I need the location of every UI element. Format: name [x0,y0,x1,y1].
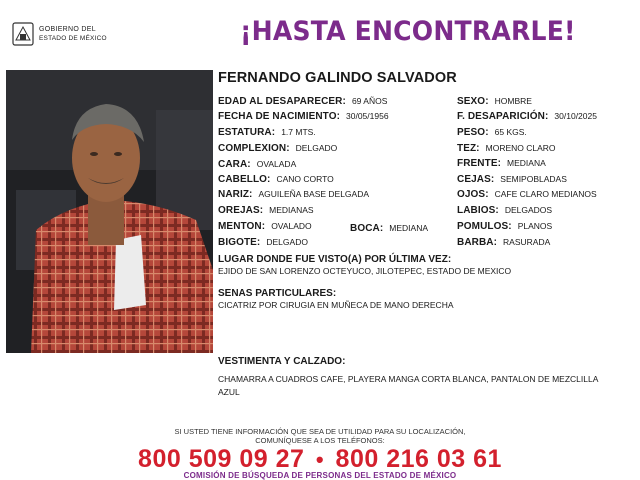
field-barba [457,237,550,248]
person-photo-illustration [6,70,213,353]
field-value: 65 KGS. [494,127,527,137]
field-label: CEJAS: [457,174,495,185]
field-label: EDAD AL DESAPARECER: [218,96,346,107]
field-peso [457,127,527,138]
particular-signs-title: SENAS PARTICULARES: [218,288,337,299]
field-value: 1.7 MTS. [281,127,316,137]
phone-number-2[interactable]: 800 216 03 61 [335,445,502,473]
field-label: OREJAS: [218,205,264,216]
contact-note-line1: SI USTED TIENE INFORMACIÓN QUE SEA DE UTILIDAD PARA SU LOCALIZACIÓN, [174,427,466,436]
field-labios [457,205,552,216]
field-value: PLANOS [517,221,553,231]
field-label: MENTON: [218,221,266,232]
missing-person-photo [6,70,213,353]
field-estatura [218,127,316,138]
field-complexion [218,143,337,154]
field-value: MEDIANA [389,223,429,233]
field-label: LABIOS: [457,205,499,216]
logo-text-line2: ESTADO DE MÉXICO [39,35,107,42]
field-nariz [218,189,369,200]
commission-footer: COMISIÓN DE BÚSQUEDA DE PERSONAS DEL ESTADO DE MÉXICO [183,471,457,480]
government-logo [12,22,122,46]
field-value: DELGADOS [504,205,553,215]
field-label: BARBA: [457,237,498,248]
field-label: TEZ: [457,143,480,154]
field-value: MEDIANA [507,158,546,168]
field-cara [218,159,296,170]
field-edad [218,96,387,107]
last-seen-text: EJIDO DE SAN LORENZO OCTEYUCO, JILOTEPEC, ESTADO DE MEXICO [218,266,512,276]
field-label: FRENTE: [457,158,502,169]
phone-number-1[interactable]: 800 509 09 27 [138,445,305,473]
field-value: CAFE CLARO MEDIANOS [494,189,597,199]
field-label: BIGOTE: [218,237,261,248]
field-value: MORENO CLARO [485,143,556,153]
phone-separator: • [315,447,325,472]
phone-numbers [0,445,640,474]
field-value: MEDIANAS [269,205,314,215]
field-cabello [218,174,334,185]
logo-text-line1: GOBIERNO DEL [39,26,96,33]
field-bigote [218,237,308,248]
field-sexo [457,96,532,107]
field-label: F. DESAPARICIÓN: [457,111,549,122]
field-value: 69 AÑOS [351,96,388,106]
particular-signs-text: CICATRIZ POR CIRUGIA EN MUÑECA DE MANO DERECHA [218,300,454,310]
field-label: CABELLO: [218,174,271,185]
field-tez [457,143,556,154]
last-seen-title: LUGAR DONDE FUE VISTO(A) POR ÚLTIMA VEZ: [218,254,452,265]
field-value: CANO CORTO [276,174,334,184]
headline: ¡HASTA ENCONTRARLE! [240,16,576,47]
field-label: PESO: [457,127,489,138]
field-pomulos [457,221,552,232]
field-label: OJOS: [457,189,489,200]
field-value: OVALADA [256,159,297,169]
field-cejas [457,174,567,185]
field-label: POMULOS: [457,221,512,232]
field-nacimiento [218,111,389,122]
field-value: SEMIPOBLADAS [500,174,567,184]
field-value: OVALADO [271,221,312,231]
field-menton [218,221,312,232]
field-frente [457,158,546,169]
field-value: HOMBRE [494,96,532,106]
field-label: BOCA: [350,223,384,234]
field-value: 30/05/1956 [346,111,389,121]
field-ojos [457,189,597,200]
clothing-title: VESTIMENTA Y CALZADO: [218,356,346,367]
clothing-text: CHAMARRA A CUADROS CAFE, PLAYERA MANGA CORTA BLANCA, PANTALON DE MEZCLILLA AZUL [218,374,598,397]
state-seal-icon [12,22,34,46]
field-value: DELGADO [266,237,308,247]
field-value: AGUILEÑA BASE DELGADA [258,189,370,199]
contact-note-line2: COMUNÍQUESE A LOS TELÉFONOS: [255,436,385,445]
field-orejas [218,205,314,216]
field-value: RASURADA [503,237,551,247]
person-name: FERNANDO GALINDO SALVADOR [218,70,457,86]
field-label: CARA: [218,159,251,170]
field-label: NARIZ: [218,189,253,200]
field-value: 30/10/2025 [554,111,597,121]
field-label: SEXO: [457,96,489,107]
field-value: DELGADO [295,143,338,153]
field-label: FECHA DE NACIMIENTO: [218,111,340,122]
field-desaparicion [457,111,597,122]
field-label: ESTATURA: [218,127,276,138]
field-boca [350,223,428,234]
field-label: COMPLEXION: [218,143,290,154]
